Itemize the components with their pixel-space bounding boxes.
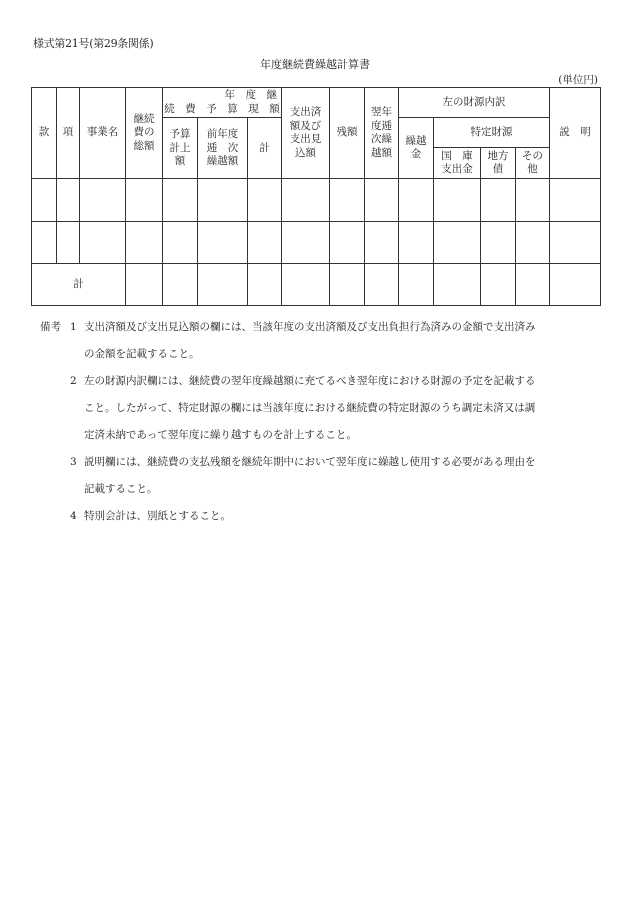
table-cell [126, 221, 163, 263]
remarks-section [40, 314, 596, 530]
remark-line: 定済未納であって翌年度に繰り越すものを計上すること。 [84, 429, 357, 441]
unit-label: (単位円) [558, 74, 598, 86]
header-budgeted-amount: 予算計上額 [163, 118, 198, 179]
total-label: 計 [32, 263, 126, 305]
table-cell [365, 221, 399, 263]
table-cell [198, 179, 248, 221]
table-cell [434, 179, 481, 221]
table-cell [282, 221, 330, 263]
header-national-treasury: 国 庫支出金 [434, 148, 481, 179]
remark-number: 2 [70, 375, 77, 387]
header-funding-breakdown: 左の財源内訳 [399, 88, 550, 118]
table-cell [80, 179, 126, 221]
header-expenditure: 支出済額及び支出見込額 [282, 88, 330, 179]
remark-number: 3 [70, 456, 77, 468]
header-carryover-funds: 繰越金 [399, 118, 434, 179]
table-cell [282, 263, 330, 305]
remark-line: 記載すること。 [84, 483, 158, 495]
table-cell [248, 221, 282, 263]
remark-line: の金額を記載すること。 [84, 348, 200, 360]
total-row [32, 263, 601, 305]
header-explanation: 説 明 [550, 88, 601, 179]
header-specific-revenue: 特定財源 [434, 118, 550, 148]
table-cell [163, 263, 198, 305]
table-cell [57, 179, 80, 221]
header-current-budget-line1: 年 度 継 [224, 89, 278, 102]
remark-2 [40, 368, 596, 449]
header-current-budget-line2: 続 費 予 算 現 額 [164, 102, 280, 115]
table-row [32, 221, 601, 263]
table-cell [330, 263, 365, 305]
table-cell [32, 221, 57, 263]
header-current-budget [163, 88, 282, 118]
remark-line: こと。したがって、特定財源の欄には当該年度における継続費の特定財源のうち調定未済又は調 [84, 402, 536, 414]
header-total-continuing-cost: 継続費の総額 [126, 88, 163, 179]
table-cell [399, 263, 434, 305]
header-local-bonds: 地方債 [481, 148, 516, 179]
table-cell [32, 179, 57, 221]
table-row [32, 179, 601, 221]
table-cell [80, 221, 126, 263]
table-cell [434, 221, 481, 263]
table-cell [163, 179, 198, 221]
table-cell [57, 221, 80, 263]
remark-number: 4 [70, 510, 77, 522]
remark-line: 特別会計は、別紙とすること。 [84, 510, 231, 522]
header-other: その他 [516, 148, 550, 179]
header-project-name: 事業名 [80, 88, 126, 179]
table-cell [399, 179, 434, 221]
remarks-label: 備考 [40, 321, 61, 333]
remark-3 [40, 449, 596, 503]
header-kan: 款 [32, 88, 57, 179]
table-cell [163, 221, 198, 263]
table-cell [248, 179, 282, 221]
table-cell [126, 179, 163, 221]
header-kou: 項 [57, 88, 80, 179]
carryover-table [31, 87, 601, 306]
table-cell [516, 221, 550, 263]
form-number: 様式第21号(第29条関係) [33, 37, 154, 50]
header-balance: 残額 [330, 88, 365, 179]
table-cell [481, 221, 516, 263]
header-next-year-carryover: 翌年度逓次繰越額 [365, 88, 399, 179]
table-cell [330, 221, 365, 263]
table-cell [365, 263, 399, 305]
remark-line: 左の財源内訳欄には、継続費の翌年度繰越額に充てるべき翌年度における財源の予定を記載する [84, 375, 536, 387]
table-cell [126, 263, 163, 305]
table-cell [481, 263, 516, 305]
table-cell [481, 179, 516, 221]
remark-4 [40, 503, 596, 530]
remark-line: 支出済額及び支出見込額の欄には、当該年度の支出済額及び支出負担行為済みの金額で支出済み [84, 321, 536, 333]
header-previous-year-carryover: 前年度逓 次繰越額 [198, 118, 248, 179]
table-cell [330, 179, 365, 221]
table-cell [516, 179, 550, 221]
table-cell [434, 263, 481, 305]
header-subtotal: 計 [248, 118, 282, 179]
table-cell [550, 221, 601, 263]
document-title: 年度継続費繰越計算書 [260, 58, 370, 71]
table-cell [399, 221, 434, 263]
table-cell [516, 263, 550, 305]
table-cell [550, 179, 601, 221]
table-cell [198, 263, 248, 305]
table-cell [365, 179, 399, 221]
remark-number: 1 [70, 321, 77, 333]
table-cell [248, 263, 282, 305]
table-cell [198, 221, 248, 263]
remark-line: 説明欄には、継続費の支払残額を継続年期中において翌年度に繰越し使用する必要がある理由を [84, 456, 536, 468]
table-cell [550, 263, 601, 305]
table-cell [282, 179, 330, 221]
remark-1 [40, 314, 596, 368]
